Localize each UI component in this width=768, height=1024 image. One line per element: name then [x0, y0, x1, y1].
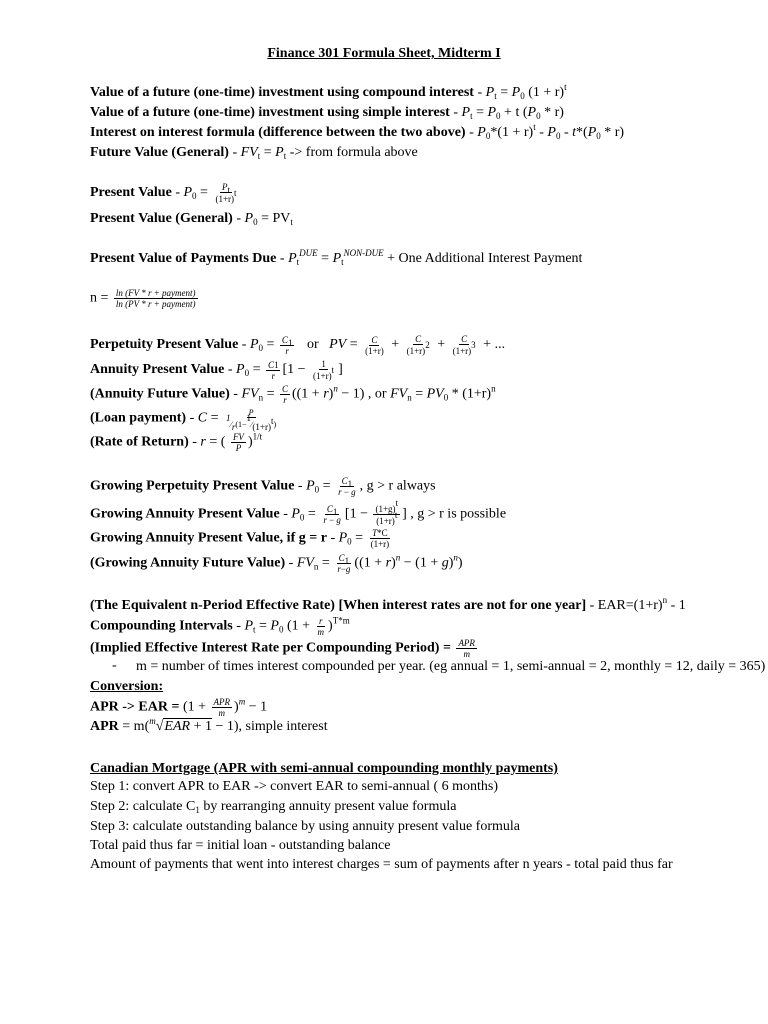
pv-general-rhs: PV — [272, 211, 291, 226]
m-note-text: m = number of times interest compounded per year. (eg annual = 1, semi-annual = 2, monthly = 12, daily = 365) — [136, 659, 766, 674]
m-note-bullet: - — [112, 658, 117, 673]
loan-line: (Loan payment) - C = $\frac{P}{^1⁄_r(1-^1⁄_{(1+r)^t})}$ — [90, 408, 277, 432]
pv-label: Present Value — [90, 185, 172, 201]
ror-line: (Rate of Return) - r = ( $\frac{FV}{P}$ )$^{1/t}$ — [90, 431, 263, 453]
growing-ann-eq-line: Growing Annuity Present Value, if $g = r - P_0$ = $\frac{T*C}{(1+r)}$ — [90, 528, 390, 549]
annuity-pv-line: Annuity Present Value - $P_0$ = $\frac{C1}{r}$ [1 − $\frac{1}{(1+r)^t}$ ] — [90, 359, 343, 381]
n-den: ln (PV * r + payment) — [115, 299, 196, 309]
page-title: Finance 301 Formula Sheet, Midterm I — [267, 46, 501, 61]
pv-fraction: $\frac{P_t}{(1+r)^t}$ — [215, 182, 237, 204]
mortgage-step2: Step 2: calculate $C_1$ by rearranging annuity present value formula — [90, 799, 457, 815]
compound-label: Value of a future (one-time) investment using compound interest — [90, 85, 474, 100]
pv-general-line: Present Value (General) - $P_0 = PV_t$ — [90, 211, 293, 227]
frac: $\frac{C}{(1+r)}$ — [365, 334, 384, 356]
perpetuity-ellipsis: + ... — [483, 337, 506, 353]
ioi-label: Interest on interest formula (difference between the two above) — [90, 125, 466, 140]
apr-ear-line: APR -> EAR = (1 + $\frac{\text{APR}}{m}$ )$^m$ − 1 — [90, 696, 268, 718]
frac: $\frac{r}{m}$ — [317, 616, 325, 637]
perpetuity-label: Perpetuity Present Value — [90, 337, 239, 353]
frac: $\frac{\text{APR}}{m}$ — [458, 638, 475, 659]
mortgage-step3: Step 3: calculate outstanding balance by using annuity present value formula — [90, 819, 520, 834]
fv-general-label: Future Value (General) — [90, 145, 229, 160]
n-fraction — [114, 288, 198, 309]
step2-post: by rearranging annuity present value formula — [199, 799, 457, 814]
sep: - — [449, 105, 462, 120]
pv-general-label: Present Value (General) — [90, 211, 233, 226]
growing-perp-tail: , g > r always — [359, 478, 436, 494]
frac: $\frac{1}{(1+r)^t}$ — [313, 359, 335, 381]
perpetuity-line: Perpetuity Present Value - $P_0$ = $\frac{C_1}{r}$ or PV = $\frac{C}{(1+r)}$ + $\frac{C}{(1+r)^2}$ + $\frac{C}{(1+r)^3}$ + ... — [90, 334, 506, 356]
growing-ann-fv-line: (Growing Annuity Future Value) - $FV_n$ = $\frac{C_1}{r-g}$ $((1 + r)^n - (1 + g)^n)$ — [90, 552, 463, 574]
n-lhs: n = — [90, 290, 109, 306]
annuity-fv-or: , or — [367, 386, 387, 402]
interest-on-interest-line: Interest on interest formula (difference between the two above) - $P_0*(1 + r)^t - P_0 - t*(P_0 * r)$ — [90, 122, 625, 141]
conversion-heading: Conversion: — [90, 679, 164, 694]
perpetuity-or: or — [306, 337, 319, 353]
sep: - — [473, 85, 486, 100]
pv-due-line: Present Value of Payments Due - $P_t^{DUE} = P_t^{NON-DUE}$ + One Additional Interest Payment — [90, 248, 583, 267]
comp-intervals-line: Compounding Intervals - $P_t = P_0$ (1 + $\frac{r}{m}$ )$^{T*m}$ — [90, 615, 350, 637]
frac: $\frac{P}{^1⁄_r(1-^1⁄_{(1+r)^t})}$ — [225, 408, 277, 432]
pv-due-label: Present Value of Payments Due — [90, 251, 277, 266]
growing-ann-line: Growing Annuity Present Value - $P_0$ = $\frac{C_1}{r - g}$ [1 − $\frac{(1+g)^t}{(1+r)^t}$ ] , g > r is possible — [90, 498, 507, 526]
frac: $\frac{FV}{P}$ — [232, 432, 244, 453]
ear-apr-label: APR — [90, 719, 119, 734]
pv-due-tail: + One Additional Interest Payment — [387, 251, 583, 266]
growing-ann-fv-label: (Growing Annuity Future Value) — [90, 555, 286, 571]
frac: $\frac{C_1}{r-g}$ — [337, 553, 351, 574]
frac: $\frac{C_1}{r - g}$ — [338, 476, 356, 497]
n-num: ln (FV * r + payment) — [115, 288, 196, 298]
mortgage-heading: Canadian Mortgage (APR with semi-annual compounding monthly payments) — [90, 761, 558, 776]
ror-label: (Rate of Return) — [90, 434, 189, 450]
eq-rate-line: (The Equivalent n-Period Effective Rate) [When interest rates are not for one year] - $EAR=(1+r)^n - 1$ — [90, 595, 686, 613]
frac: $\frac{\text{APR}}{m}$ — [213, 697, 231, 718]
sep: - — [465, 125, 478, 140]
n-formula-line — [90, 288, 200, 309]
fv-general-tail: -> from formula above — [289, 145, 418, 160]
annuity-fv-line: (Annuity Future Value) - $FV_n$ = $\frac{C}{r}$ $((1 + r)^n - 1)$ , or $FV_n = PV_0 * (1+r)^n$ — [90, 383, 496, 405]
mortgage-step1: Step 1: convert APR to EAR -> convert EAR to semi-annual ( 6 months) — [90, 779, 499, 794]
growing-ann-label: Growing Annuity Present Value — [90, 506, 280, 522]
growing-ann-tail: , g > r is possible — [410, 506, 507, 522]
frac: $\frac{C}{r}$ — [281, 384, 288, 405]
eq-rate-tail: - EAR=(1+r) — [589, 598, 663, 613]
growing-perp-line: Growing Perpetuity Present Value - $P_0$ = $\frac{C_1}{r - g}$ , g > r always — [90, 476, 436, 497]
annuity-pv-label: Annuity Present Value — [90, 362, 225, 378]
ear-apr-tail: , simple interest — [238, 719, 328, 734]
eq-rate-label: (The Equivalent n-Period Effective Rate) [When interest rates are not for one year] — [90, 598, 587, 613]
compound-interest-line: Value of a future (one-time) investment using compound interest - $P_t = P_0$ $(1 + r)^t$ — [90, 82, 567, 101]
sep: - — [171, 185, 184, 201]
frac: $\frac{(1+g)^t}{(1+r)^t}$ — [375, 498, 399, 526]
frac: $\frac{C}{(1+r)^2}$ — [406, 334, 430, 356]
frac: $\frac{C_1}{r}$ — [281, 334, 293, 356]
simple-label: Value of a future (one-time) investment using simple interest — [90, 105, 450, 120]
implied-label: (Implied Effective Interest Rate per Compounding Period) = — [90, 640, 451, 656]
frac: $\frac{C}{(1+r)^3}$ — [452, 334, 476, 356]
frac: $\frac{C_1}{r - g}$ — [323, 504, 341, 525]
comp-intervals-label: Compounding Intervals — [90, 618, 233, 634]
mortgage-total: Total paid thus far = initial loan - outstanding balance — [90, 838, 391, 853]
fv-general-line: Future Value (General) - $FV_t = P_t$ -> from formula above — [90, 145, 418, 161]
frac: $\frac{C1}{r}$ — [267, 359, 279, 381]
annuity-fv-label: (Annuity Future Value) — [90, 386, 230, 402]
growing-perp-label: Growing Perpetuity Present Value — [90, 478, 295, 494]
sup-nondue: NON-DUE — [343, 248, 384, 258]
apr-ear-label: APR -> EAR = — [90, 699, 180, 715]
loan-label: (Loan payment) — [90, 410, 187, 426]
ear-apr-line: APR = m($^m$√EAR + 1 − 1), simple interest — [90, 716, 328, 734]
growing-ann-eq-label: Growing Annuity Present Value, if g = r — [90, 530, 327, 546]
frac: $\frac{T*C}{(1+r)}$ — [370, 528, 390, 549]
step2-pre: Step 2: calculate C — [90, 799, 196, 814]
implied-line — [90, 638, 479, 659]
sep: - — [232, 211, 245, 226]
pv-line: Present Value - $P_0$ = $\frac{P_t}{(1+r)^t}$ — [90, 182, 237, 204]
simple-interest-line: Value of a future (one-time) investment using simple interest - $P_t = P_0 + t$ $(P_0 * r)$ — [90, 105, 564, 121]
sup-due: DUE — [299, 248, 318, 258]
mortgage-amount: Amount of payments that went into interest charges = sum of payments after n years - total paid thus far — [90, 857, 673, 872]
